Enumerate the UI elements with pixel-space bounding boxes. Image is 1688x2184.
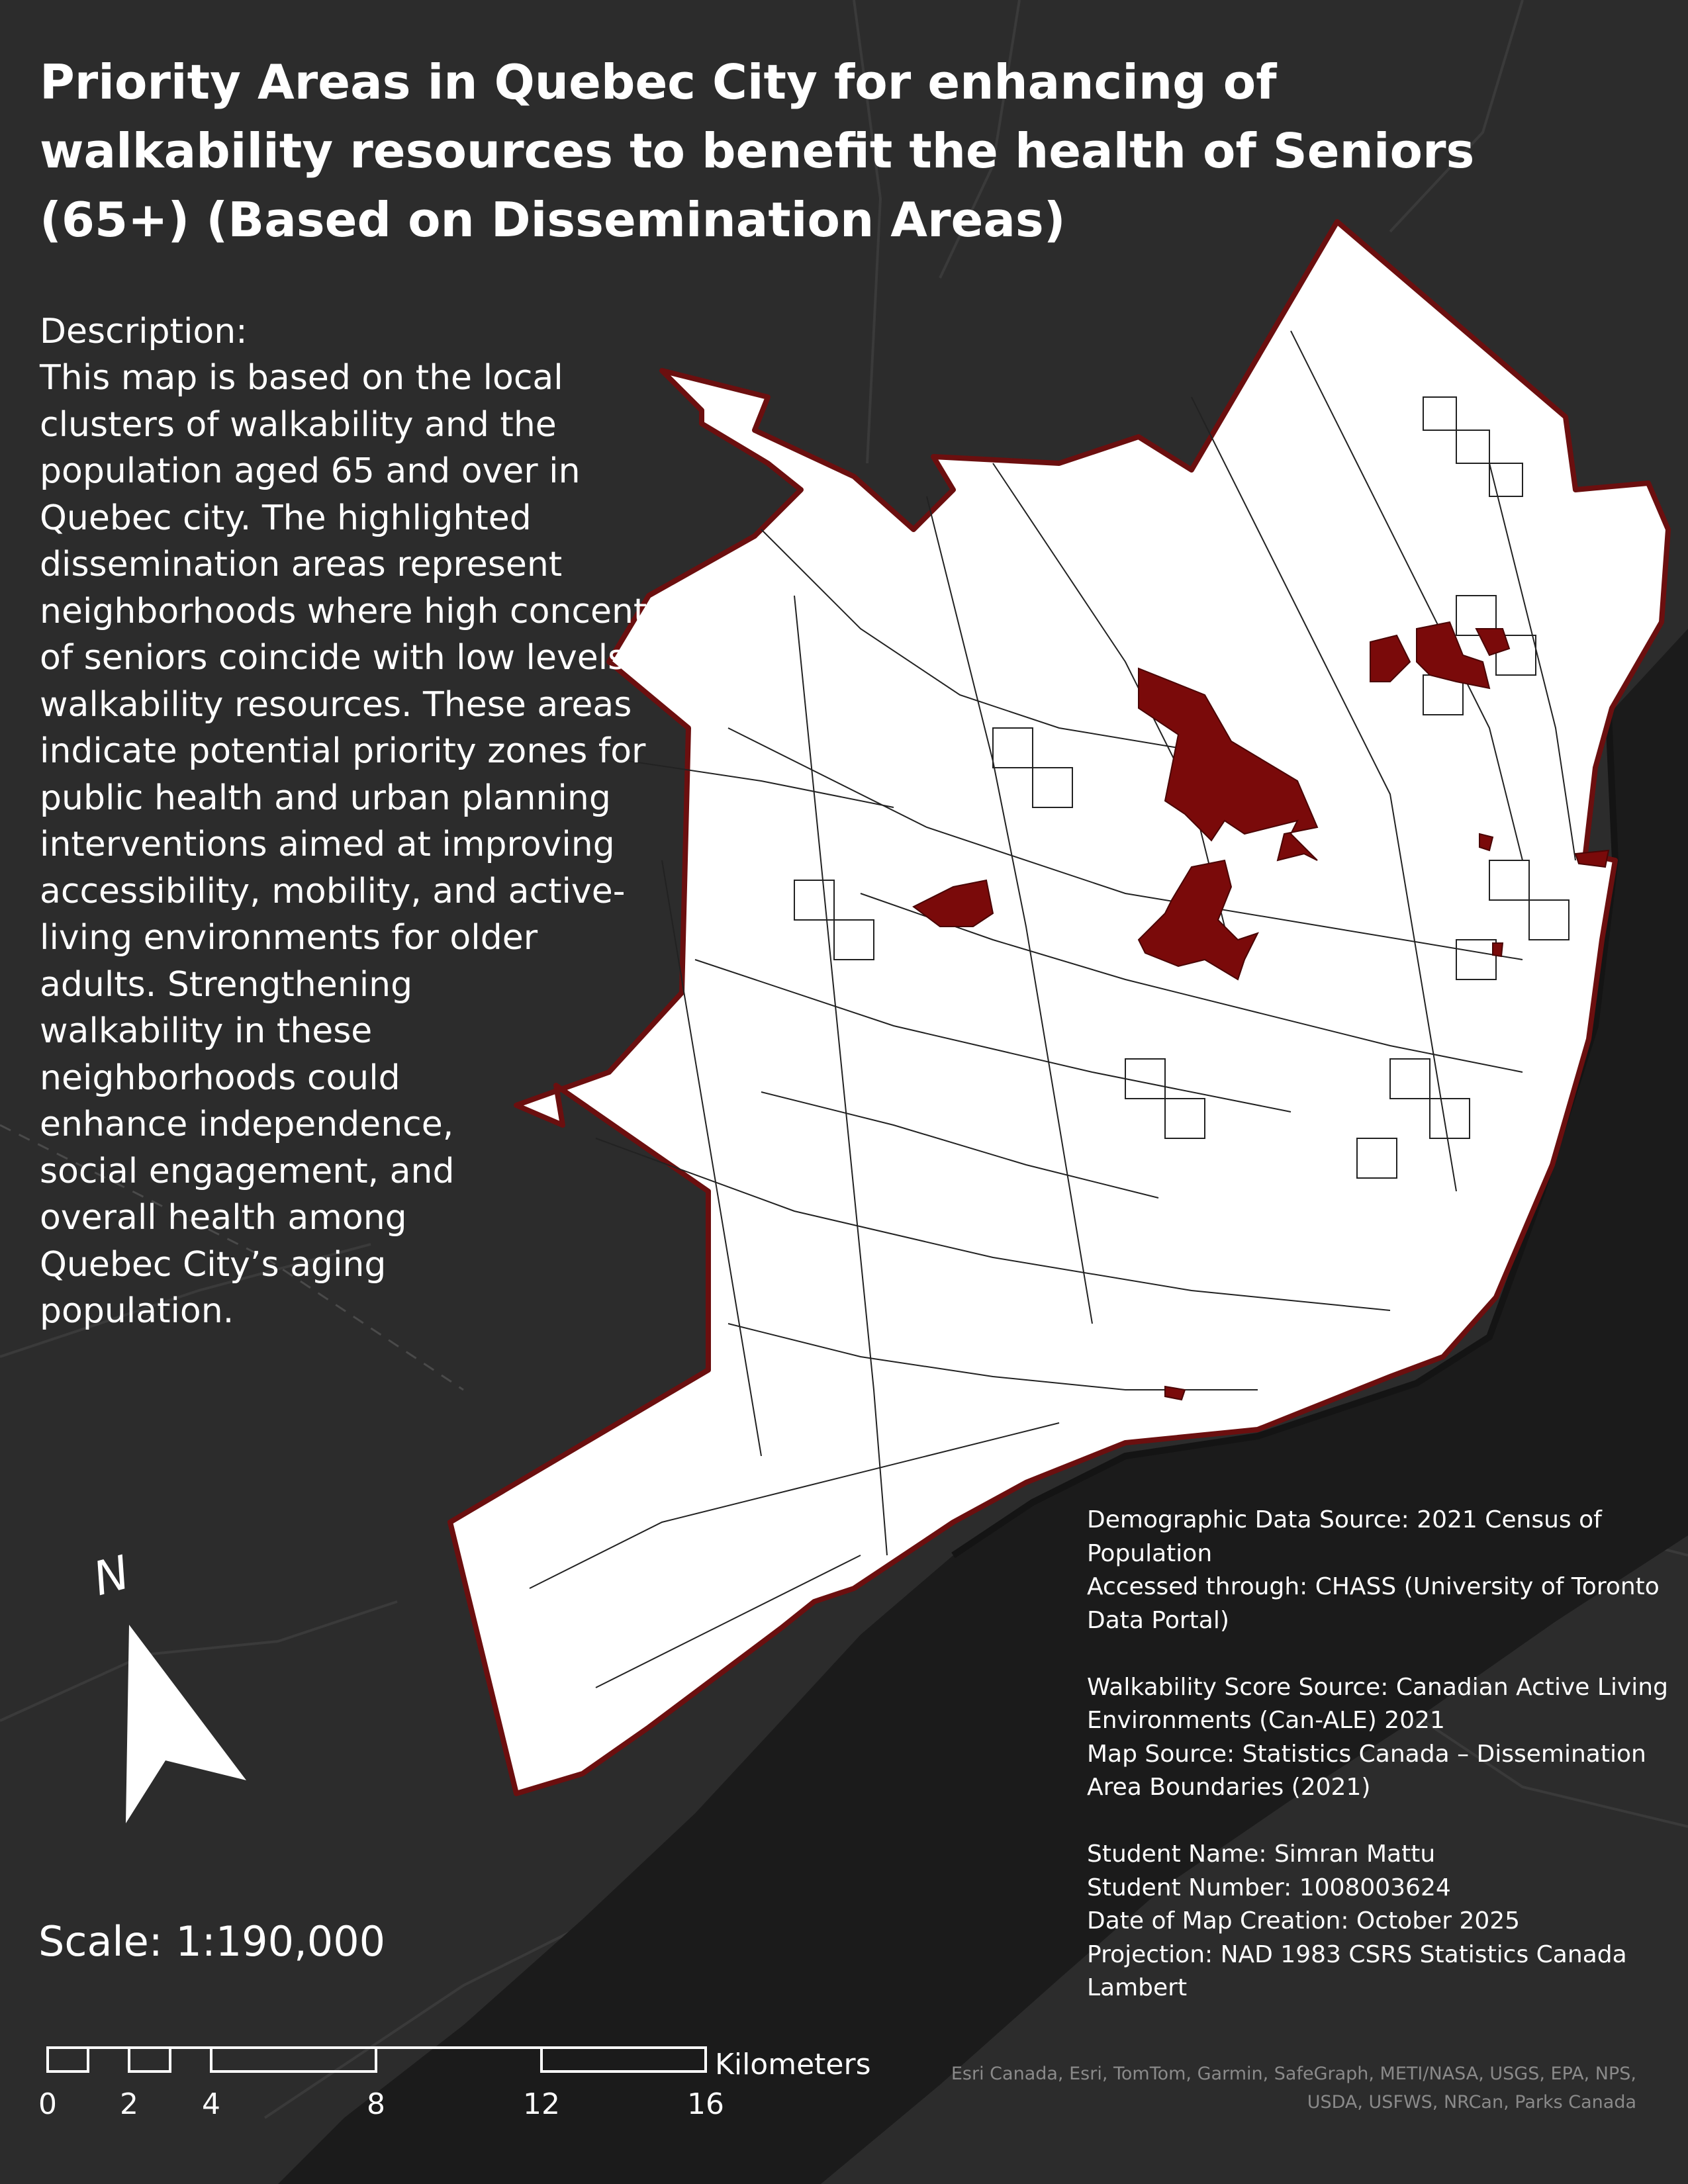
scale-tick-12: 12 xyxy=(523,2087,560,2121)
description-line: living environments for older xyxy=(40,918,538,958)
description-line: Quebec City’s aging xyxy=(40,1244,387,1285)
source-spacer xyxy=(1087,1637,1668,1671)
scale-tick-0: 0 xyxy=(38,2087,57,2121)
description-line: overall health among xyxy=(40,1198,407,1238)
description-body xyxy=(40,355,766,1335)
priority-area-east-3 xyxy=(1493,943,1503,956)
title-line: Priority Areas in Quebec City for enhancing of xyxy=(40,54,1277,110)
attribution-line: Esri Canada, Esri, TomTom, Garmin, SafeGraph, METI/NASA, USGS, EPA, NPS, xyxy=(951,2064,1636,2084)
source-line: Accessed through: CHASS (University of Toronto xyxy=(1087,1573,1660,1600)
basemap-attribution xyxy=(951,2060,1636,2116)
description-line: clusters of walkability and the xyxy=(40,404,557,445)
description-line: walkability in these xyxy=(40,1011,373,1051)
scale-tick-16: 16 xyxy=(687,2087,724,2121)
source-line: Student Name: Simran Mattu xyxy=(1087,1841,1436,1868)
scale-ratio-label: Scale: 1:190,000 xyxy=(38,1917,386,1966)
north-arrow-label: N xyxy=(87,1545,136,1607)
priority-area-east-2 xyxy=(1575,850,1609,867)
description-line: enhance independence, xyxy=(40,1105,454,1144)
scale-unit-label: Kilometers xyxy=(715,2048,871,2081)
source-line: Projection: NAD 1983 CSRS Statistics Canada xyxy=(1087,1940,1627,1968)
description-line: indicate potential priority zones for xyxy=(40,731,646,771)
scale-tick-2: 2 xyxy=(120,2087,138,2121)
source-line: Demographic Data Source: 2021 Census of xyxy=(1087,1506,1602,1533)
source-line: Date of Map Creation: October 2025 xyxy=(1087,1907,1521,1934)
description-heading: Description: xyxy=(40,312,248,351)
description-line: population. xyxy=(40,1291,234,1331)
description-line: Quebec city. The highlighted xyxy=(40,498,532,538)
sources-block xyxy=(1087,1504,1668,2005)
description-line: adults. Strengthening xyxy=(40,964,413,1005)
source-line: Student Number: 1008003624 xyxy=(1087,1874,1451,1901)
title-line: (65+) (Based on Dissemination Areas) xyxy=(40,192,1066,248)
description-line: of seniors coincide with low levels of xyxy=(40,638,670,678)
title-line: walkability resources to benefit the health of Seniors xyxy=(40,123,1475,179)
source-line: Data Portal) xyxy=(1087,1606,1229,1634)
scale-tick-8: 8 xyxy=(367,2087,385,2121)
scale-tick-4: 4 xyxy=(202,2087,220,2121)
description-line: public health and urban planning xyxy=(40,778,611,818)
description-line: This map is based on the local xyxy=(40,358,563,398)
source-line: Walkability Score Source: Canadian Active Living xyxy=(1087,1673,1668,1701)
description-line: neighborhoods where high concentrations xyxy=(40,591,767,631)
description-line: neighborhoods could xyxy=(40,1058,400,1098)
source-line: Lambert xyxy=(1087,1974,1188,2001)
description-line: population aged 65 and over in xyxy=(40,451,581,491)
source-spacer xyxy=(1087,1805,1668,1839)
description-line: accessibility, mobility, and active- xyxy=(40,871,626,911)
description-line: walkability resources. These areas xyxy=(40,684,632,725)
map-title xyxy=(40,48,1562,254)
source-line: Area Boundaries (2021) xyxy=(1087,1774,1371,1801)
attribution-line: USDA, USFWS, NRCan, Parks Canada xyxy=(1307,2092,1636,2113)
description-line: interventions aimed at improving xyxy=(40,825,615,864)
source-line: Map Source: Statistics Canada – Dissemination xyxy=(1087,1740,1646,1768)
source-line: Environments (Can-ALE) 2021 xyxy=(1087,1707,1445,1734)
source-line: Population xyxy=(1087,1539,1213,1567)
description-line: social engagement, and xyxy=(40,1151,455,1191)
description-line: dissemination areas represent xyxy=(40,545,563,584)
